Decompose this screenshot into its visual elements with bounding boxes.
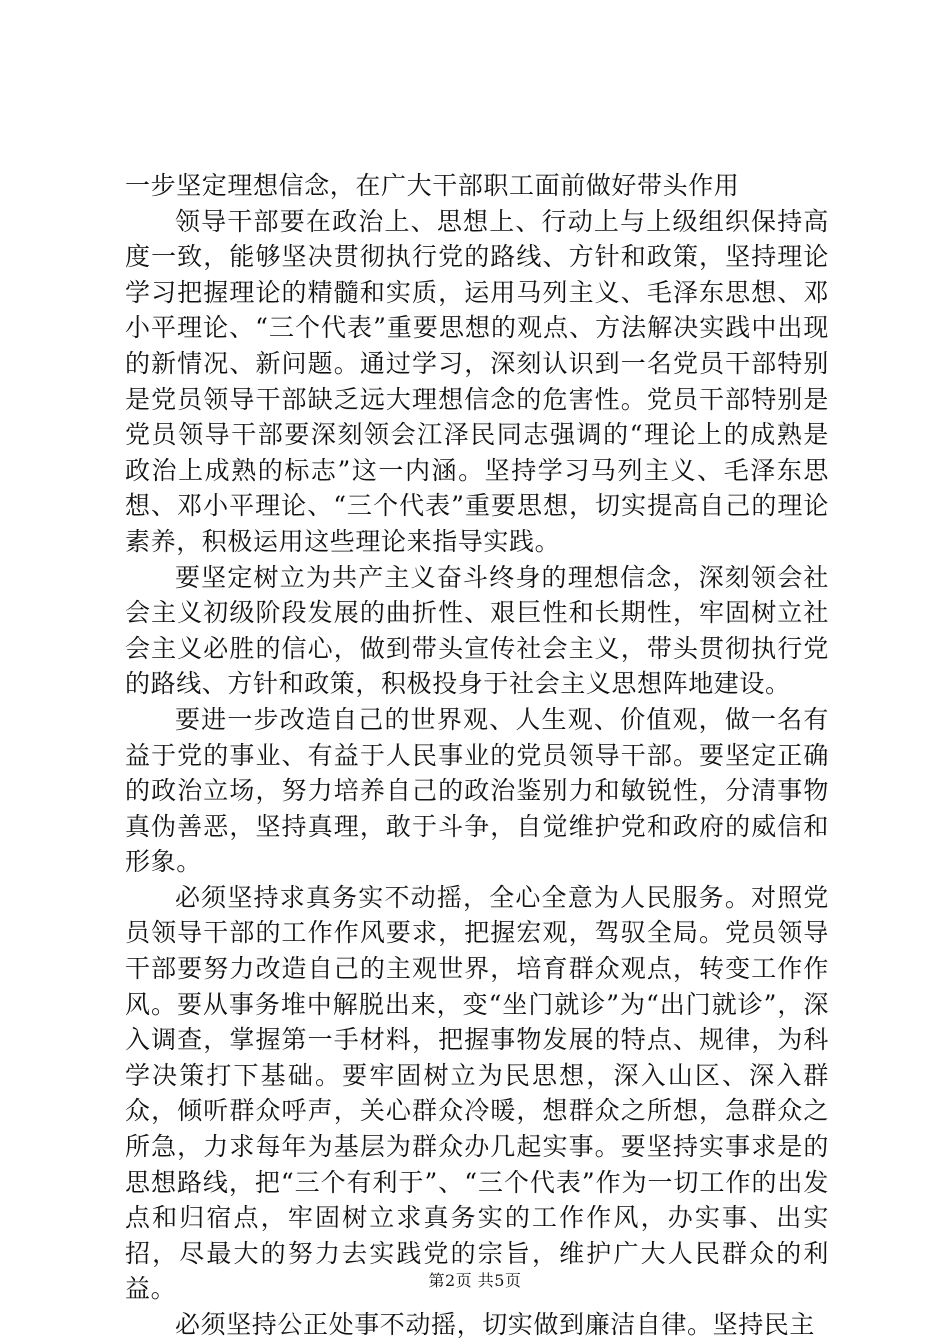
document-body bbox=[125, 168, 829, 1343]
page-footer bbox=[0, 1268, 950, 1291]
paragraph: 必须坚持公正处事不动摇，切实做到廉洁自律。坚持民主 bbox=[175, 1310, 816, 1339]
paragraph: 领导干部要在政治上、思想上、行动上与上级组织保持高度一致，能够坚决贯彻执行党的路线、方针和政策，坚持理论学习把握理论的精髓和实质，运用马列主义、毛泽东思想、邓小平理论、“三个代表”重要思想的观点、方法解决实践中出现的新情况、新问题。通过学习，深刻认识到一名党员干部特别是党员领导干部缺乏远大理想信念的危害性。党员干部特别是党员领导干部要深刻领会江泽民同志强调的“理论上的成熟是政治上成熟的标志”这一内涵。坚持学习马列主义、毛泽东思想、邓小平理论、“三个代表”重要思想，切实提高自己的理论素养，积极运用这些理论来指导实践。 bbox=[125, 206, 829, 556]
paragraph: 要坚定树立为共产主义奋斗终身的理想信念，深刻领会社会主义初级阶段发展的曲折性、艰巨性和长期性，牢固树立社会主义必胜的信心，做到带头宣传社会主义，带头贯彻执行党的路线、方针和政策，积极投身于社会主义思想阵地建设。 bbox=[125, 562, 829, 699]
paragraph: 必须坚持求真务实不动摇，全心全意为人民服务。对照党员领导干部的工作作风要求，把握宏观，驾驭全局。党员领导干部要努力改造自己的主观世界，培育群众观点，转变工作作风。要从事务堆中解脱出来，变“坐门就诊”为“出门就诊”，深入调查，掌握第一手材料，把握事物发展的特点、规律，为科学决策打下基础。要牢固树立为民思想，深入山区、深入群众，倾听群众呼声，关心群众冷暖，想群众之所想，急群众之所急，力求每年为基层为群众办几起实事。要坚持实事求是的思想路线，把“三个有利于”、“三个代表”作为一切工作的出发点和归宿点，牢固树立求真务实的工作作风，办实事、出实招，尽最大的努力去实践党的宗旨，维护广大人民群众的利益。 bbox=[125, 882, 829, 1304]
page-number: 第2页 共5页 bbox=[428, 1271, 522, 1290]
paragraph-continuation: 一步坚定理想信念，在广大干部职工面前做好带头作用 bbox=[125, 171, 740, 200]
paragraph: 要进一步改造自己的世界观、人生观、价值观，做一名有益于党的事业、有益于人民事业的党员领导干部。要坚定正确的政治立场，努力培养自己的政治鉴别力和敏锐性，分清事物真伪善恶，坚持真理，敢于斗争，自觉维护党和政府的威信和形象。 bbox=[125, 704, 829, 877]
